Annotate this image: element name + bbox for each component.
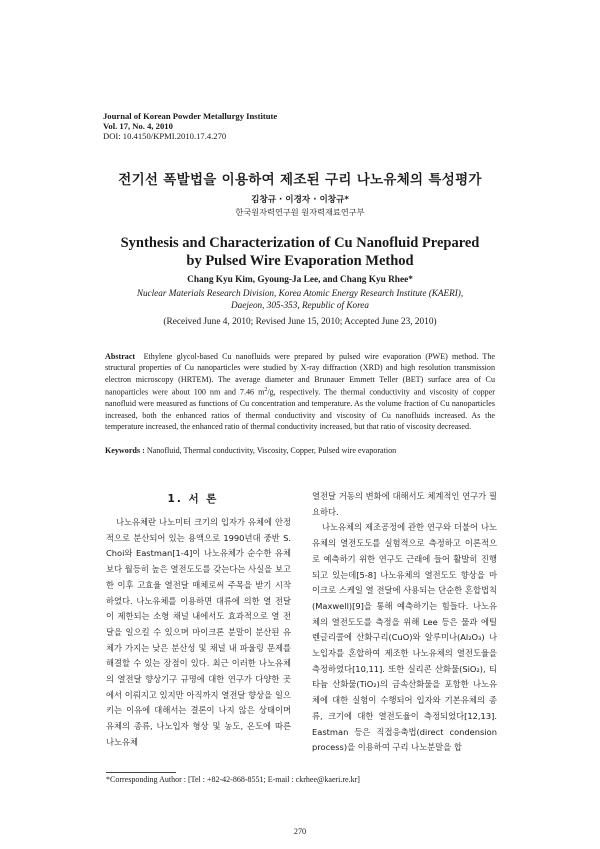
abstract xyxy=(105,351,495,433)
korean-title: 전기선 폭발법을 이용하여 제조된 구리 나노유체의 특성평가 xyxy=(118,172,482,188)
journal-volume: Vol. 17, No. 4, 2010 xyxy=(103,121,173,131)
english-title-line1: Synthesis and Characterization of Cu Nanofluid Prepared xyxy=(120,235,480,251)
english-title xyxy=(0,234,600,270)
english-affiliation-line1: Nuclear Materials Research Division, Korea Atomic Energy Research Institute (KAERI), xyxy=(136,288,464,298)
right-paragraph-2: 나노유체의 제조공정에 관한 연구와 더불어 나노유체의 열전도도를 실험적으로 측정하고 이론적으로 예측하기 위한 연구도 근래에 들어 활발히 진행되고 있는데[5-8] 나노유체의 열전도도 향상을 마이크로 스케일 열 전달에 사용되는 단순한 혼합법칙(Maxwell)[9]을 통해 예측하기는 힘들다. 나노유체의 열전도도를 측정을 위해 Lee 등은 물과 에틸렌글리콜에 산화구리(CuO)와 알루미나(Al₂O₃) 나노입자를 혼합하여 제조한 나노유체의 열전도율을 측정하였다[10,11]. 또한 실리콘 산화물(SiO₂), 티타늄 산화물(TiO₂)의 금속산화물을 포함한 나노유체에 대한 실험이 수행되어 입자와 기본유체의 종류, 크기에 대한 열전도율이 측정되었다[12,13]. Eastman 등은 직접응축법(direct condension process)을 이용하여 구리 나노분말을 합 xyxy=(312,522,497,753)
abstract-superscript: 2 xyxy=(264,387,268,394)
keywords-label: Keywords : xyxy=(105,446,145,455)
korean-affiliation: 한국원자력연구원 원자력재료연구부 xyxy=(235,207,365,217)
abstract-text-part2: /g, respectively. The thermal conductivity and viscosity of copper nanofluid were measured as functions of Cu concentration and temperature. As the volume fraction of Cu nanoparticles increased, both the enhanced ratios of thermal conductivity and viscosity of Cu nanofluids increased. As the temperature increased, the enhanced ratio of thermal conductivity increased, but that ratio of viscosity decreased. xyxy=(105,387,496,432)
doi: DOI: 10.4150/KPMI.2010.17.4.270 xyxy=(103,131,227,141)
abstract-label: Abstract xyxy=(105,352,136,361)
keywords-text: Nanofluid, Thermal conductivity, Viscosity, Copper, Pulsed wire evaporation xyxy=(146,446,397,455)
received-dates: (Received June 4, 2010; Revised June 15, 2010; Accepted June 23, 2010) xyxy=(163,317,437,327)
corresponding-author-footnote: *Corresponding Author : [Tel : +82-42-868-8551; E-mail : ckrhee@kaeri.re.kr] xyxy=(106,775,360,784)
korean-authors: 김창규 · 이경자 · 이창규* xyxy=(251,195,349,205)
section-heading-introduction: 1. 서 론 xyxy=(167,493,219,505)
english-title-line2: by Pulsed Wire Evaporation Method xyxy=(186,253,414,269)
abstract-text-part1: Ethylene glycol-based Cu nanofluids were prepared by pulsed wire evaporation (PWE) method. The structural properties of Cu nanoparticles were studied by X-ray diffraction (XRD) and high resolution transmission electron microscopy (HRTEM). The average diameter and Brunauer Emmett Teller (BET) surface area of Cu nanoparticles were about 100 nm and 7.46 m xyxy=(105,352,496,397)
english-affiliation xyxy=(0,288,600,311)
journal-name: Journal of Korean Powder Metallurgy Institute xyxy=(103,111,278,121)
footnote-rule xyxy=(106,772,176,773)
body-left-column xyxy=(106,515,291,751)
journal-header xyxy=(103,111,277,141)
left-paragraph: 나노유체란 나노미터 크기의 입자가 유체에 안정적으로 분산되어 있는 용액으로 1990년대 중반 S. Choi와 Eastman[1-4]이 나노유체가 순수한 유체보다 월등히 높은 열전도도를 갖는다는 사실을 보고한 이후 고효율 열전달 매체로써 주목을 받기 시작하였다. 나노유체를 이용하면 대류에 의한 열 전달이 제한되는 소형 채널 내에서도 효과적으로 열 전달을 일으킬 수 있으며 마이크론 분말이 분산된 유체가 가지는 낮은 분산성 및 채널 내 파울링 문제를 해결할 수 있는 장점이 있다. 최근 이러한 나노유체의 열전달 향상기구 규명에 대한 연구가 다양한 곳에서 이뤄지고 있지만 아직까지 열전달 향상을 일으키는 이유에 대해서는 결론이 나지 않은 상태이며 유체의 종류, 나노입자 형상 및 농도, 온도에 따른 나노유체 xyxy=(106,517,291,747)
page-number: 270 xyxy=(293,827,307,836)
english-authors: Chang Kyu Kim, Gyoung-Ja Lee, and Chang Kyu Rhee* xyxy=(187,275,413,285)
english-affiliation-line2: Daejeon, 305-353, Republic of Korea xyxy=(231,299,369,310)
right-paragraph-1: 열전달 거동의 변화에 대해서도 체계적인 연구가 필요하다. xyxy=(312,491,497,517)
keywords xyxy=(105,446,495,455)
body-right-column xyxy=(312,489,497,756)
